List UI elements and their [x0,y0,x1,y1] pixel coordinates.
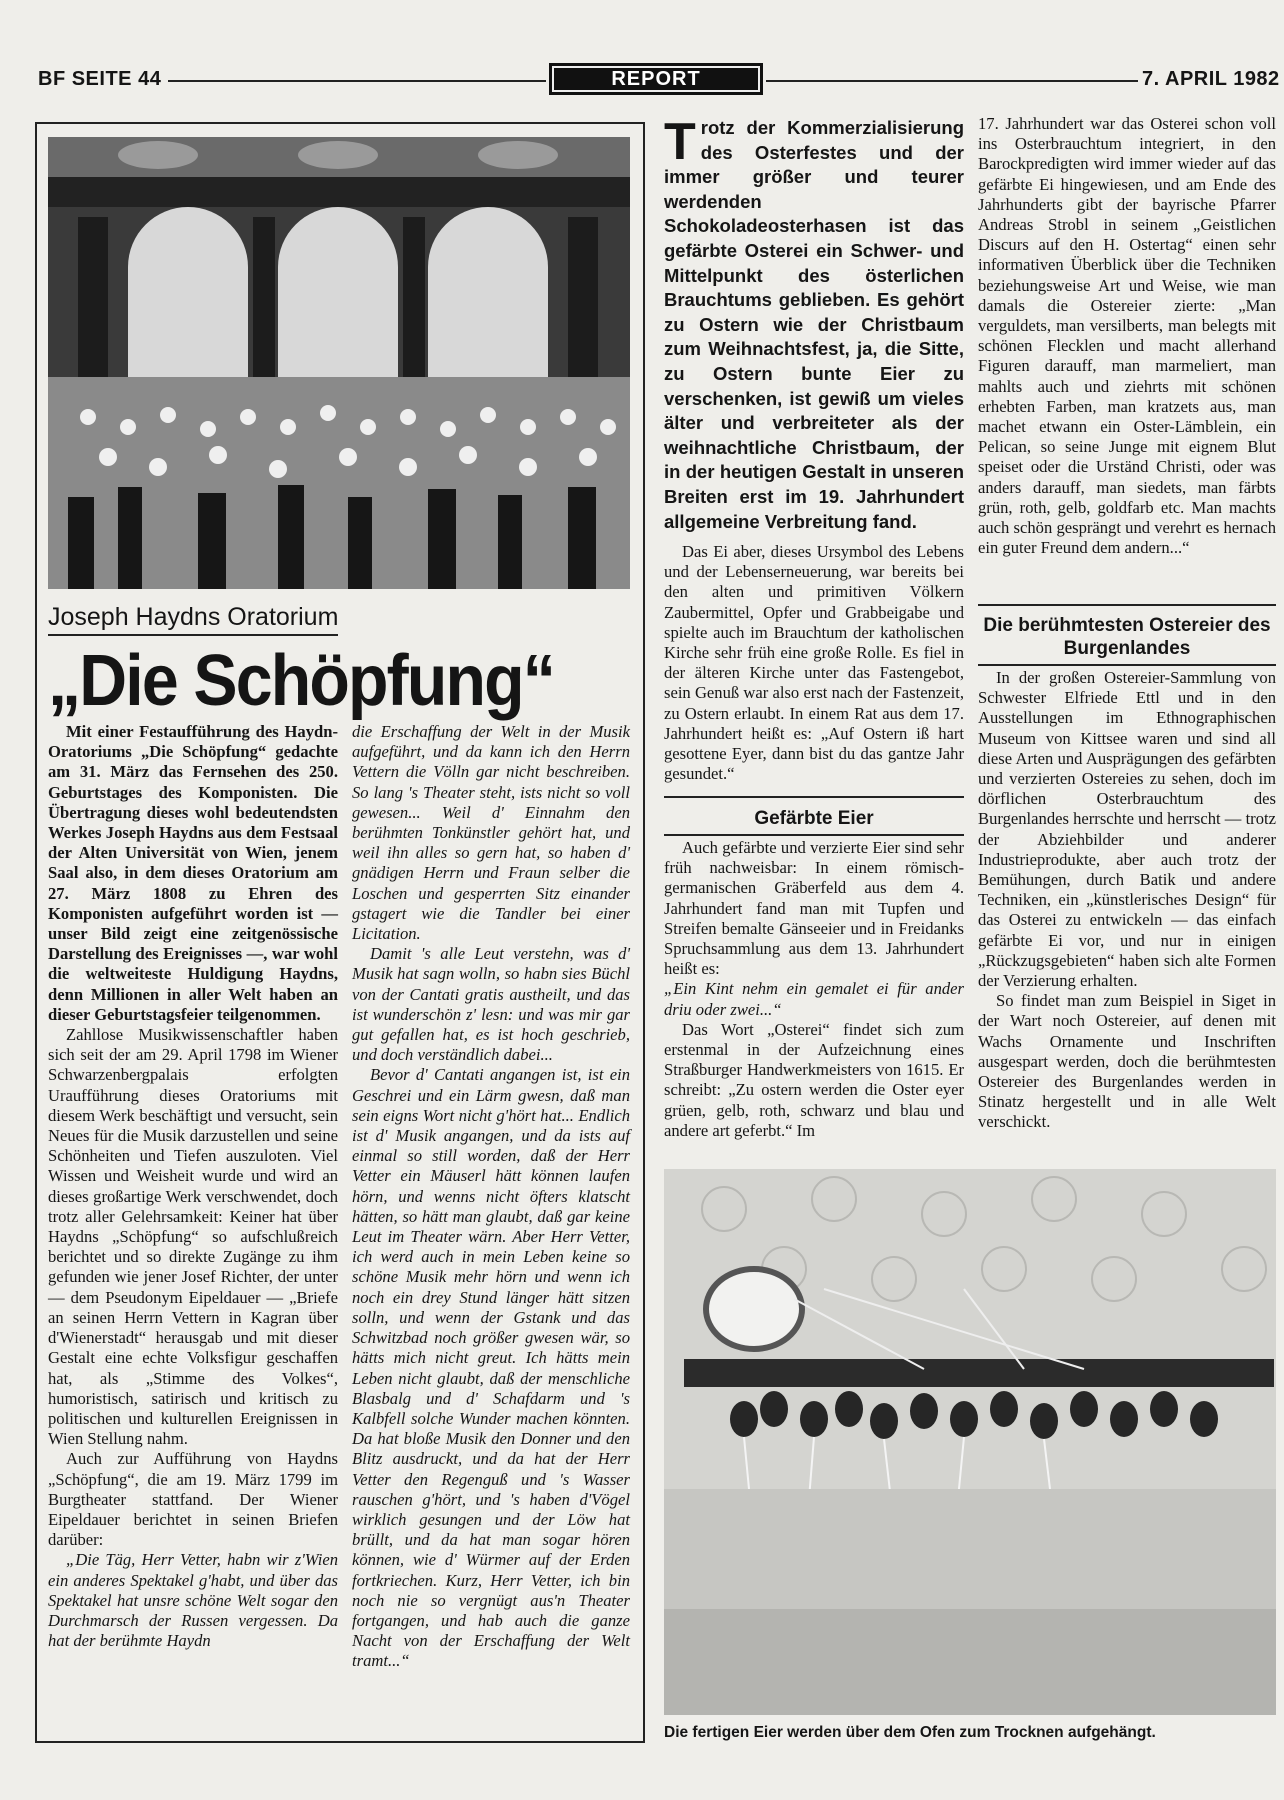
easter-column-2 [978,114,1276,558]
easter-paragraph: So findet man zum Beispiel in Siget in der Wart noch Ostereier, auf denen mit Wachs Ornamente und Inschriften ausgespart werden, doch die berühmtesten Ostereier des Burgenlandes werden in Stinatz hergestellt und in alle Welt verschickt. [978,991,1276,1132]
subhead-rule [978,664,1276,666]
eipeldauer-quote: Damit 's alle Leut verstehn, was d' Musik hat sagn wolln, so habn sies Büchl von der Cantati gratis austheilt, und das ist wunderschön z' lesn: und was mir gar gut gefallen hat, es ist hoch geschrieb, und doch verständlich dabei... [352,944,630,1065]
eipeldauer-quote: „Die Täg, Herr Vetter, habn wir z'Wien ein anderes Spektakel g'habt, und über das Spektakel hat unsre schöne Welt sogar den Durchmarsch der Russen vergessen. Da hat der berühmte Haydn [48,1550,338,1651]
subhead-rule [664,796,964,798]
easter-paragraph: Das Wort „Osterei“ findet sich zum erstenmal in der Aufzeichnung eines Straßburger Handwerkmeisters von 1615. Er schreibt: „Zu ostern werden die Oster eyer grüen, gelb, roth, schwarz und blau und andere art geferbt.“ Im [664,1019,964,1140]
eipeldauer-quote: die Erschaffung der Welt in der Musik aufgeführt, und da kann ich den Herrn Vettern die Völln gar nicht beschreiben. So lang 's Theater steht, ists nicht so voll gewesen... Weil d' Einnahm den berühmten Tonkünstler gehört hat, und weil ihn alles so gern hat, so haben d' gnädigen Herrn und Fraun selber die Loschen und gesperrten Sitz einander gstagert wie die Tandler bei einer Licitation. [352,722,630,944]
drop-cap: T [664,113,696,171]
easter-column-2-continued [978,668,1276,1133]
article-title: „Die Schöpfung“ [48,641,554,721]
article-kicker: Joseph Haydns Oratorium [48,603,338,636]
easter-paragraph: 17. Jahrhundert war das Osterei schon voll ins Osterbrauchtum integriert, in den Barockpredigten wird immer wieder auf das gefärbte Ei hingewiesen, und am Ende des Jahrhunderts gibt der bayrische Pfarrer Andreas Strobl in seinem „Geistlichen Discurs auf den H. Ostertag“ einen sehr informativen Überblick über die Techniken beziehungsweise Art und Weise, wie man damals die Ostereier zierte: „Man verguldets, man versilberts, man belegts mit schönen Flecklen und macht allerhand Figuren darauff, man marmeliert, man mahlts auch und ziehrts mit schönen erhebten Farben, man kratzets aus, man machet etwann ein Oster-Lämblein, ein Pelican, so seine Junge mit eignem Blut speiset oder die Urständ Christi, oder was anders darauff, man siedets, man färbts grün, roth, gelb, goldfarb etc. Man machts auch schön gesprängt und verehrt es hernach ein guter Freund dem andern...“ [978,114,1276,558]
easter-column-1 [664,542,964,784]
easter-lead-text: rotz der Kommerzialisierung des Osterfestes und der immer größer und teurer werdenden Schokoladeosterhasen ist das gefärbte Osterei ein Schwer- und Mittelpunkt des österlichen Brauchtums geblieben. Es gehört zu Ostern wie der Christbaum zum Weihnachtsfest, ja, die Sitte, zu Ostern bunte Eier zu verschenken, ist gewiß um vieles älter und verbreiteter als der weihnachtliche Christbaum, der in der heutigen Gestalt in unseren Breiten erst im 19. Jahrhundert allgemeine Verbreitung fand. [664,117,964,532]
concert-hall-engraving-icon [48,137,630,589]
subhead-burgenland: Die berühmtesten Ostereier des Burgenlandes [983,615,1271,659]
subhead-rule [664,834,964,836]
easter-paragraph: Das Ei aber, dieses Ursymbol des Lebens und der Lebenserneuerung, war bereits bei den alten und primitiven Völkern Zaubermittel, Opfer und Grabbeigabe und spielte auch im Brauchtum der katholischen Kirche sehr früh eine große Rolle. Es fiel in der älteren Kirche unter das Fastengebot, sein Genuß war also erst nach der Fastenzeit, zu Ostern erlaubt. In einem Rat aus dem 17. Jahrhundert heißt es: „Auf Ostern iß hart gesottene Eyer, dann bist du das gantze Jahr gesundet.“ [664,542,964,784]
haydn-column-1 [48,722,338,1651]
subhead-gefaerbte-eier: Gefärbte Eier [754,808,874,829]
haydn-paragraph: Auch zur Aufführung von Haydns „Schöpfung“, die am 19. März 1799 im Burgtheater stattfand. Der Wiener Eipeldauer berichtet in seinen Briefen darüber: [48,1449,338,1550]
haydn-paragraph: Zahllose Musikwissenschaftler haben sich seit der am 29. April 1798 im Wiener Schwarzenbergpalais erfolgten Uraufführung dieses Oratoriums mit diesem Werk beschäftigt und versucht, sein Neues für die Musik darzustellen und seine Schönheiten und Tiefen auszuloten. Viel Wissen und Weisheit wurde und wird an dieses großartige Werk verschwendet, doch trotz aller Gelehrsamkeit: Keiner hat über Haydns „Schöpfung“ so aufschlußreich berichtet und so direkte Zugänge zu ihm gefunden wie jener Josef Richter, der unter — dem Pseudonym Eipeldauer — „Briefe an seinen Herrn Vettern in Kagran über d'Wienerstadt“ herausgab und mit dieser Gestalt eine echte Volksfigur geschaffen hat, als „Stimme des Volkes“, humoristisch, satirisch und kritisch zu politischen und kulturellen Ereignissen in Wien Stellung nahm. [48,1025,338,1449]
subhead-rule [978,604,1276,606]
section-label: REPORT [549,63,763,95]
header-rule-right [766,80,1138,82]
easter-paragraph: In der großen Ostereier-Sammlung von Schwester Elfriede Ettl und in den Ausstellungen im Ethnographischen Museum von Kittsee waren und sind all diese Arten und Ausprägungen des gefärbten und verzierten Ostereies zu sehen, doch im dörflichen Osterbrauchtum des Burgenlandes herrschte und herrscht — trotz der Abziehbilder und anderer Industrieprodukte, aber auch trotz der Bemühungen, durch Batik und andere Techniken, ein „künstlerisches Design“ für das Osterei zu entwickeln — das einfach gefärbte Ei vor, und nur in einigen „Rückzugsgebieten“ haben sich alte Formen der Verzierung erhalten. [978,668,1276,991]
issue-date: 7. APRIL 1982 [1142,68,1280,90]
drying-eggs-photo-icon [664,1169,1276,1715]
easter-column-1-continued [664,838,964,1141]
freidank-quote: „Ein Kint nehm ein gemalet ei für ander driu oder zwei...“ [664,979,964,1019]
haydn-lead-paragraph: Mit einer Festaufführung des Haydn-Oratoriums „Die Schöpfung“ gedachte am 31. März das Fernsehen des 250. Geburtstages des Komponisten. Die Übertragung dieses wohl bedeutendsten Werkes Joseph Haydns aus dem Festsaal der Alten Universität von Wien, jenem Saal also, in dem dieses Oratorium am 27. März 1808 zu Ehren des Komponisten aufgeführt worden ist — unser Bild zeigt eine zeitgenössische Darstellung des Ereignisses —, war wohl die weltweiteste Huldigung Haydns, denn Millionen in aller Welt haben an dieser Geburtstagsfeier teilgenommen. [48,722,338,1024]
page-number: BF SEITE 44 [38,68,162,90]
easter-lead [664,113,964,534]
haydn-column-2 [352,722,630,1672]
header-rule-left [168,80,546,82]
easter-paragraph: Auch gefärbte und verzierte Eier sind sehr früh nachweisbar: In einem römisch-germanischen Gräberfeld aus dem 4. Jahrhundert fand man mit Tupfen und Streifen bemalte Gänseeier und in Freidanks Spruchsammlung aus dem 13. Jahrhundert heißt es: [664,838,964,979]
photo-caption: Die fertigen Eier werden über dem Ofen zum Trocknen aufgehängt. [664,1724,1156,1741]
eipeldauer-quote: Bevor d' Cantati angangen ist, ist ein Geschrei und ein Lärm gwesn, daß man sein eigns Wort nicht g'hört hat... Endlich ist d' Musik angangen, und da ists auf einmal so still worden, daß der Herr Vetter ein Mäuserl hätt können laufen hörn, und wenns nicht öfters klatscht hätten, so hätt man glaubt, daß gar keine Leut im Theater wärn. Aber Herr Vetter, ich werd auch in mein Leben keine so schöne Musik mehr hörn und wenn ich noch ein drey Stund länger hätt sitzen solln, und wenn der Gstank und das Schwitzbad noch größer gwesen wär, so hätts mich nicht greut. Ich hätts mein Leben nicht glaubt, daß der menschliche Blasbalg und d' Schafdarm und 's Kalbfell solche Wunder machen könnten. Da hat bloße Musik den Donner und den Blitz ausdruckt, und da hat der Herr Vetter den Regenguß und 's Wasser rauschen g'hört, und 's haben d'Vögel wirklich gesungen und der Löw hat brüllt, und da hat man sogar hören können, wie d' Würmer auf der Erden fortkriechen. Kurz, Herr Vetter, ich bin noch nie so vergnügt aus'n Theater fortgangen, und hab auch die ganze Nacht von der Erschaffung der Welt tramt...“ [352,1065,630,1671]
